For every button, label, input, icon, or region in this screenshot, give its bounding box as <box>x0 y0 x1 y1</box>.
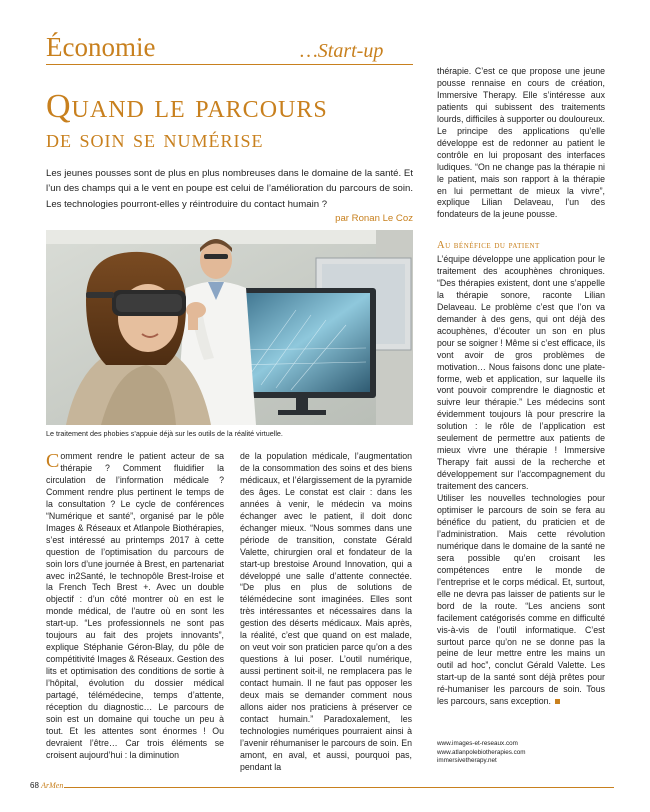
column-3-text-3: Utiliser les nouvelles technologies pour optimiser le parcours de soin se fera au bénéfice du patient, du praticien et de l’administration. Mais cette révolution numérique dans le domaine de la santé ne sera possible qu’en croisant les compétences entre le monde de l’entreprise et le corps médical. Et, surtout, elle ne devra pas laisser de patients sur le bord de la route. “Les anciens sont facilement catégorisés comme en difficulté vis-à-vis de l’outil informatique. C’est surtout parce qu’on ne se donne pas la peine de leur mettre entre les mains un outil ad hoc”, conclut Gérald Valette. Les start-up de la santé sont déjà prêtes pour ré-humaniser les parcours de soin. Tous les parcours, sans exception. <box>437 493 605 707</box>
link-immersivetherapy[interactable]: immersivetherapy.net <box>437 757 497 765</box>
page-number: 68 <box>30 781 39 790</box>
page-folio <box>30 781 63 790</box>
article-column-1 <box>46 451 224 762</box>
subsection-title: …Start-up <box>300 40 384 62</box>
article-title-line-1: Quand le parcours <box>46 88 328 125</box>
column-3-text-2: L’équipe développe une application pour le traitement des acouphènes chroniques. “Des thérapies existent, dont une s’appelle la thérapie sonore, raconte Lilian Delaveau. Le problème c’est que l’on va demander à des gens, qui ont déjà des acouphènes, d’écouter un son en plus pour se soigner ! Même si c’est efficace, ils vont avoir de gros problèmes de motivation… Nous faisons donc une plate-forme, web et application, sur laquelle ils vont pouvoir comprendre le diagnostic et suivre leur thérapie.” Les médecins sont évidemment toujours là pour prescrire la solution : le rôle de l’application est seulement de permettre aux patients de mieux vivre une thérapie ! Immersive Therapy fait aussi de la recherche et développement sur l’accompagnement du traitement des cancers. <box>437 254 605 492</box>
article-title-line-2: de soin se numérise <box>46 124 264 153</box>
section-title: Économie <box>46 32 156 62</box>
photo-caption: Le traitement des phobies s’appuie déjà sur les outils de la réalité virtuelle. <box>46 429 283 438</box>
dropcap: C <box>46 450 60 472</box>
header-rule <box>46 64 413 65</box>
article-byline: par Ronan Le Coz <box>335 213 413 224</box>
footer-rule <box>64 787 614 788</box>
column-1-text: omment rendre le patient acteur de sa thérapie ? Comment fluidifier la circulation de l’information médicale ? Comment rendre plus pertinent le temps de la consultation ? Le cycle de conférences “Numérique et santé”, organisé par le pôle Images & Réseaux et Atlanpole Biothérapies, s’est intéressé au printemps 2017 à cette question de l’optimisation du parcours de soin lors d’une journée à Brest, en partenariat avec in2Santé, le technopôle Brest-Iroise et la French Tech Brest +. Avec un double objectif : d’un côté montrer où en est le monde médical, de l’autre où en sont les start-up. “Les professionnels ne sont pas toujours au fait des projets innovants”, explique Stéphanie Géron-Blay, du pôle de compétitivité Images & Réseaux. Gestion des lits et optimisation des conditions de sortie à l’hôpital, évolution du dossier médical partagé, télémédecine, temps d’attente, réception du diagnostic… Le parcours de soin est un domaine qui touche un peu à tout. Et les attentes sont énormes ! Ou devraient l’être… Car trois éléments se croisent aujourd’hui : la diminution <box>46 451 224 760</box>
magazine-name: ArMen <box>41 781 64 790</box>
end-mark-icon <box>555 699 560 704</box>
article-lede: Les jeunes pousses sont de plus en plus nombreuses dans le domaine de la santé. Et l’un des champs qui a le vent en poupe est celui de l’amélioration du parcours de soin. Les technologies pourront-elles y réintroduire du contact humain ? <box>46 168 413 210</box>
article-column-3-top <box>437 66 605 221</box>
article-photo <box>46 230 413 425</box>
column-2-text: de la population médicale, l’augmentation de la consommation des soins et des biens médicaux, et l’élargissement de la pyramide des âges. Le constat est clair : dans les années à venir, le médecin va moins échanger avec le patient, il doit donc échanger mieux. “Nous sommes dans une période de transition, constate Gérald Valette, chirurgien oral et fondateur de la start-up brestoise Around Innovation, qui a développé une salle d’attente connectée. “De plus en plus de solutions de télémédecine sont imaginées. Elles sont très intéressantes et nécessaires dans la gestion des déserts médicaux. Mais après, la réalité, c’est que quand on est malade, on veut voir son praticien parce qu’on a des questions à lui poser. L’outil numérique, aussi pertinent soit-il, ne remplacera pas le contact humain. Il ne faut pas opposer les deux mais se demander comment nous allons aider nos praticiens à préserver ce contact humain.” Paradoxalement, les technologies numériques pourraient ainsi à l’avenir réhumaniser le parcours de soin. En amont, en aval, et aussi, pourquoi pas, pendant la <box>240 451 412 772</box>
link-images-reseaux[interactable]: www.images-et-reseaux.com <box>437 740 518 747</box>
vr-therapy-illustration <box>46 230 413 425</box>
article-column-3-bottom <box>437 254 605 708</box>
link-atlanpole[interactable]: www.atlanpolebiotherapies.com <box>437 748 526 756</box>
column-3-text-1: thérapie. C’est ce que propose une jeune pousse rennaise en cours de création, Immersive Therapy. Elle s’intéresse aux patients qui subissent des traitements lourds, difficiles à supporter ou douloureux. Le principe des applications qu’elle développe est de redonner au patient le contrôle en lui proposant des interfaces ludiques. “On ne change pas la thérapie ni le patient, mais son rapport à la thérapie en lui permettant de mieux la vivre”, explique Lilian Delaveau, l’un des fondateurs de la jeune pousse. <box>437 66 605 220</box>
article-column-2 <box>240 451 412 774</box>
related-links <box>437 740 605 766</box>
article-subhead: Au bénéfice du patient <box>437 240 540 251</box>
